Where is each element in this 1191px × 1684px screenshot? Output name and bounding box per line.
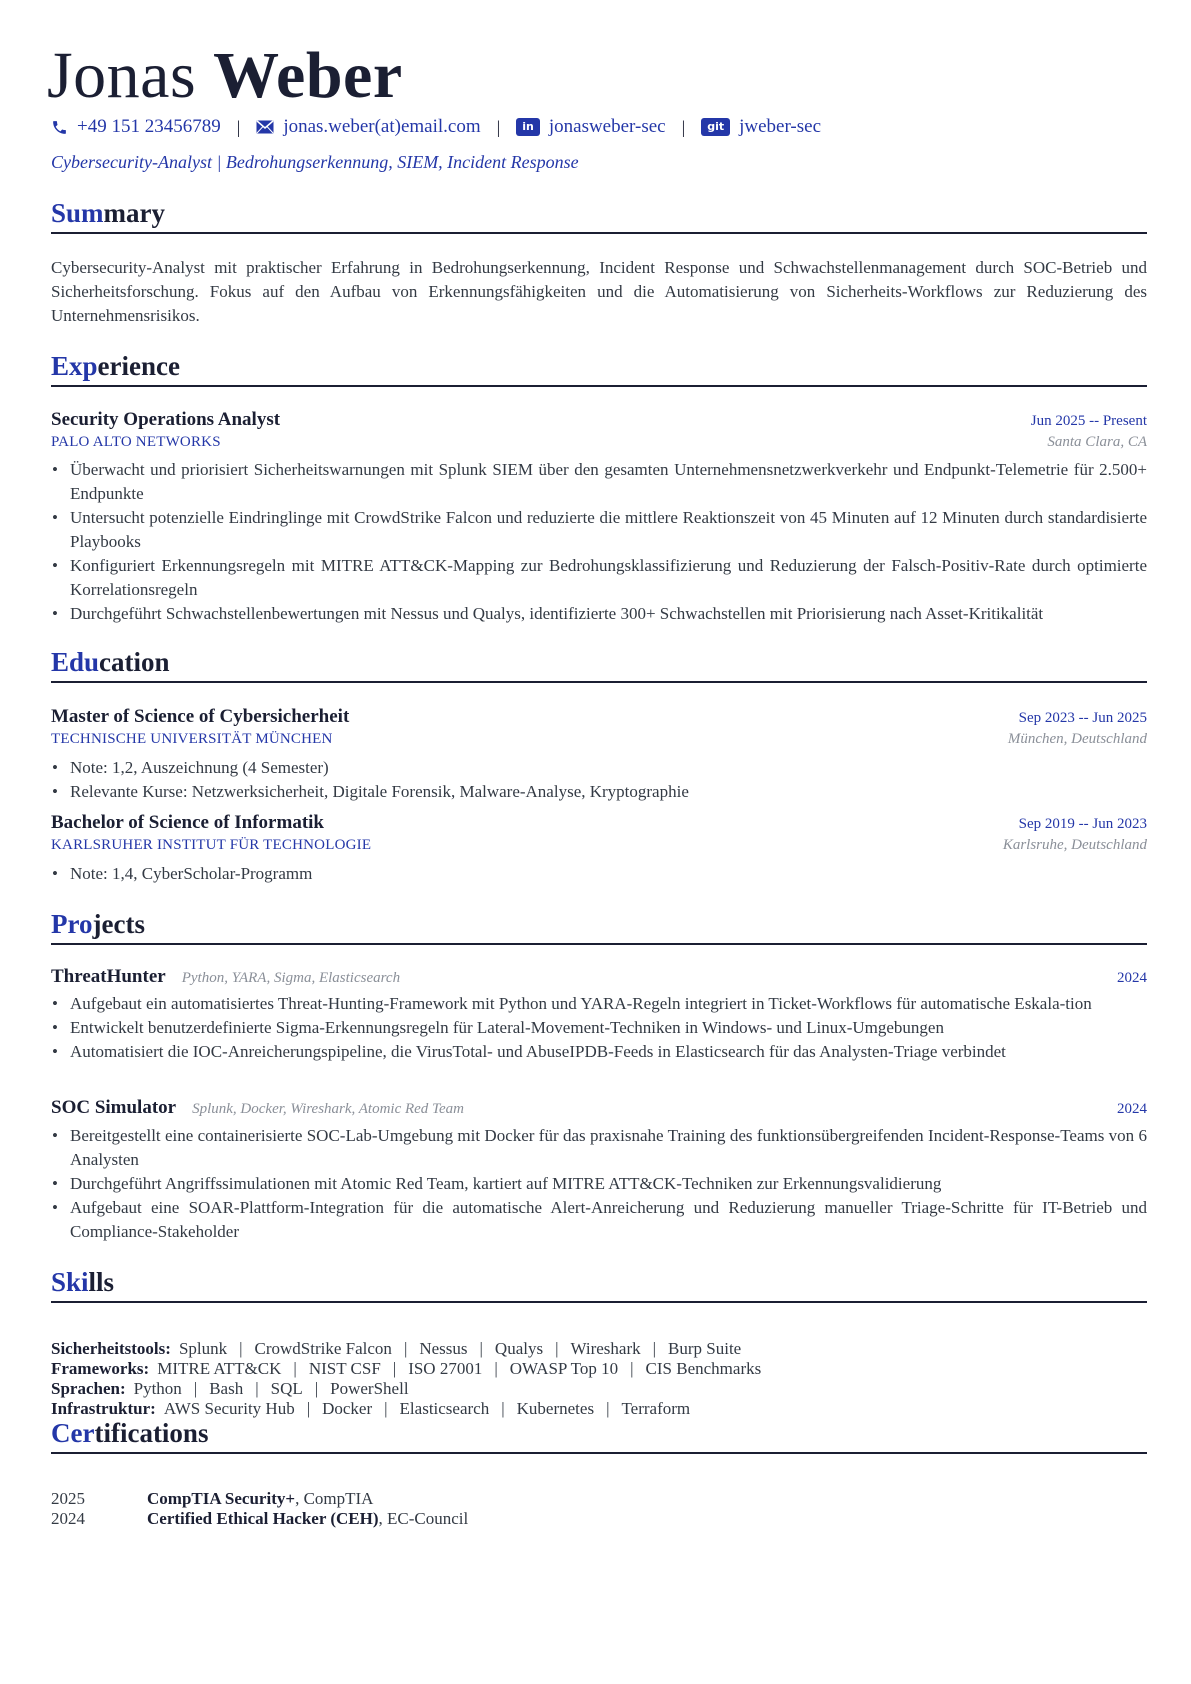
- cert-year: 2025: [51, 1489, 85, 1508]
- company-name: PALO ALTO NETWORKS: [51, 434, 221, 450]
- cert-row: [51, 1489, 1147, 1509]
- skill-item: Wireshark: [570, 1339, 641, 1358]
- project-title: ThreatHunter Python, YARA, Sigma, Elasticsearch: [51, 966, 401, 987]
- project-date: 2024: [1117, 970, 1147, 986]
- skill-item: CrowdStrike Falcon: [254, 1339, 392, 1358]
- experience-header: [51, 409, 1147, 431]
- skill-separator: |: [630, 1359, 634, 1378]
- section-heading-education: Education: [51, 645, 1147, 683]
- degree-date: Sep 2019 -- Jun 2023: [1018, 816, 1147, 832]
- tagline: Cybersecurity-Analyst | Bedrohungserkennung, SIEM, Incident Response: [51, 152, 579, 172]
- degree-title: Master of Science of Cybersicherheit: [51, 706, 350, 727]
- education-bullets: [51, 862, 1147, 886]
- list-item: • Aufgebaut ein automatisiertes Threat-Hunting-Framework mit Python und YARA-Regeln integriert in Ticket-Workflows für automatische Eskala-tion: [51, 992, 1147, 1016]
- project-bullets: [51, 992, 1147, 1064]
- list-item: • Durchgeführt Schwachstellenbewertungen mit Nessus und Qualys, identifizierte 300+ Schwachstellen mit Priorisierung nach Asset-Kritikalität: [51, 602, 1147, 626]
- skill-separator: |: [403, 1339, 408, 1358]
- experience-bullets: [51, 458, 1147, 626]
- skill-item: NIST CSF: [308, 1359, 381, 1378]
- envelope-icon: [256, 120, 274, 134]
- skill-item: Python: [133, 1379, 182, 1398]
- school-location: Karlsruhe, Deutschland: [1002, 837, 1147, 853]
- cert-issuer: , CompTIA: [295, 1489, 374, 1508]
- skill-item: Elasticsearch: [399, 1399, 490, 1418]
- list-item: • Überwacht und priorisiert Sicherheitswarnungen mit Splunk SIEM über den gesamten Unternehmensnetzwerkverkehr und Endpunkt-Telemetrie für 2.500+ Endpunkte: [51, 458, 1147, 506]
- education-bullets: [51, 756, 1147, 804]
- cert-name: CompTIA Security+: [147, 1489, 296, 1508]
- candidate-name: [47, 36, 403, 116]
- list-item: • Durchgeführt Angriffssimulationen mit Atomic Red Team, kartiert auf MITRE ATT&CK-Techniken zur Erkennungsvalidierung: [51, 1172, 1147, 1196]
- skill-separator: |: [392, 1359, 397, 1378]
- skill-row: [51, 1339, 1147, 1359]
- skill-item: CIS Benchmarks: [645, 1359, 762, 1378]
- education-subheader: [51, 837, 1147, 854]
- project-bullets: [51, 1124, 1147, 1244]
- email-link[interactable]: [256, 116, 480, 138]
- cert-year: 2024: [51, 1509, 85, 1528]
- skills-list: [51, 1339, 1147, 1419]
- section-heading-experience: Experience: [51, 349, 1147, 387]
- skill-separator: |: [314, 1379, 319, 1398]
- list-item: • Untersucht potenzielle Eindringlinge mit CrowdStrike Falcon und reduzierte die mittlere Reaktionszeit von 45 Minuten auf 12 Minuten durch standardisierte Playbooks: [51, 506, 1147, 554]
- cert-entry: [147, 1489, 373, 1509]
- skill-separator: |: [606, 1399, 610, 1418]
- skill-item: AWS Security Hub: [163, 1399, 295, 1418]
- project-header: [51, 966, 1147, 988]
- list-item: • Konfiguriert Erkennungsregeln mit MITRE ATT&CK-Mapping zur Bedrohungsklassifizierung und Reduzierung der Falsch-Positiv-Rate durch optimierte Korrelationsregeln: [51, 554, 1147, 602]
- skill-separator: |: [255, 1379, 259, 1398]
- skill-separator: |: [555, 1339, 559, 1358]
- phone-icon: [51, 119, 68, 136]
- skill-separator: |: [384, 1399, 388, 1418]
- skill-row: [51, 1379, 1147, 1399]
- skill-separator: |: [306, 1399, 311, 1418]
- job-location: Santa Clara, CA: [1047, 434, 1147, 450]
- skill-item: Kubernetes: [516, 1399, 595, 1418]
- list-item: • Entwickelt benutzerdefinierte Sigma-Erkennungsregeln für Lateral-Movement-Techniken in Windows- und Linux-Umgebungen: [51, 1016, 1147, 1040]
- project-tech: Python, YARA, Sigma, Elasticsearch: [181, 970, 401, 986]
- skill-item: Bash: [209, 1379, 244, 1398]
- skill-separator: |: [293, 1359, 297, 1378]
- contact-separator: |: [496, 116, 501, 137]
- job-date: Jun 2025 -- Present: [1030, 413, 1147, 429]
- list-item: • Bereitgestellt eine containerisierte SOC-Lab-Umgebung mit Docker für das praxisnahe Training des funktionsübergreifenden Incident-Response-Teams von 6 Analysten: [51, 1124, 1147, 1172]
- experience-subheader: [51, 434, 1147, 451]
- cert-issuer: , EC-Council: [378, 1509, 469, 1528]
- section-heading-projects: Projects: [51, 907, 1147, 945]
- skill-item: MITRE ATT&CK: [157, 1359, 282, 1378]
- cert-entry: [147, 1509, 468, 1529]
- skill-category-label: Sicherheitstools:: [51, 1339, 171, 1358]
- github-link[interactable]: [701, 116, 821, 138]
- certifications-list: [51, 1489, 1147, 1529]
- school-name: TECHNISCHE UNIVERSITÄT MÜNCHEN: [51, 731, 333, 747]
- skill-category-label: Frameworks:: [51, 1359, 150, 1378]
- contact-separator: |: [236, 116, 241, 137]
- section-heading-skills: Skills: [51, 1265, 1147, 1303]
- skill-separator: |: [479, 1339, 483, 1358]
- project-title: SOC Simulator Splunk, Docker, Wireshark, Atomic Red Team: [51, 1097, 465, 1118]
- email-address: jonas.weber(at)email.com: [283, 116, 481, 137]
- degree-title: Bachelor of Science of Informatik: [51, 812, 324, 833]
- degree-date: Sep 2023 -- Jun 2025: [1018, 710, 1147, 726]
- skill-separator: |: [652, 1339, 657, 1358]
- github-icon: git: [701, 118, 730, 136]
- skill-separator: |: [501, 1399, 505, 1418]
- job-title: Security Operations Analyst: [51, 409, 281, 430]
- education-subheader: [51, 731, 1147, 748]
- section-heading-summary: Summary: [51, 196, 1147, 234]
- github-handle: jweber-sec: [739, 116, 822, 137]
- skill-category-label: Infrastruktur:: [51, 1399, 156, 1418]
- skill-item: OWASP Top 10: [509, 1359, 619, 1378]
- phone-link[interactable]: [51, 116, 221, 138]
- skill-item: Terraform: [621, 1399, 691, 1418]
- contact-bar: [51, 114, 821, 140]
- first-name: Jonas: [47, 39, 197, 112]
- school-name: KARLSRUHER INSTITUT FÜR TECHNOLOGIE: [51, 837, 372, 853]
- linkedin-icon: in: [516, 118, 540, 136]
- skill-item: PowerShell: [330, 1379, 409, 1398]
- list-item: • Note: 1,2, Auszeichnung (4 Semester): [51, 756, 1147, 780]
- skill-separator: |: [494, 1359, 498, 1378]
- summary-text: Cybersecurity-Analyst mit praktischer Erfahrung in Bedrohungserkennung, Incident Response und Schwachstellenmanagement durch SOC-Betrieb und Sicherheitsforschung. Fokus auf den Aufbau von Erkennungsfähigkeiten und die Automatisierung von Sicherheits-Workflows zur Reduzierung des Unternehmensrisikos.: [51, 258, 1147, 325]
- skill-item: Docker: [322, 1399, 373, 1418]
- skill-category-label: Sprachen:: [51, 1379, 126, 1398]
- cert-row: [51, 1509, 1147, 1529]
- list-item: • Relevante Kurse: Netzwerksicherheit, Digitale Forensik, Malware-Analyse, Kryptographie: [51, 780, 1147, 804]
- skill-item: Qualys: [494, 1339, 544, 1358]
- project-tech: Splunk, Docker, Wireshark, Atomic Red Team: [192, 1101, 465, 1117]
- skill-separator: |: [239, 1339, 243, 1358]
- cert-name: Certified Ethical Hacker (CEH): [147, 1509, 379, 1528]
- project-header: [51, 1097, 1147, 1119]
- education-header: [51, 706, 1147, 728]
- contact-separator: |: [681, 116, 686, 137]
- project-date: 2024: [1117, 1101, 1147, 1117]
- skill-item: SQL: [270, 1379, 303, 1398]
- list-item: • Automatisiert die IOC-Anreicherungspipeline, die VirusTotal- und AbuseIPDB-Feeds in Elasticsearch für das Analysten-Triage verbindet: [51, 1040, 1147, 1064]
- skill-separator: |: [193, 1379, 198, 1398]
- skill-item: Splunk: [178, 1339, 228, 1358]
- section-heading-certifications: Certifications: [51, 1416, 1147, 1454]
- skill-row: [51, 1359, 1147, 1379]
- skill-item: Nessus: [419, 1339, 468, 1358]
- skill-item: Burp Suite: [668, 1339, 742, 1358]
- list-item: • Aufgebaut eine SOAR-Plattform-Integration für die automatische Alert-Anreicherung und Reduzierung manueller Triage-Schritte für IT-Betrieb und Compliance-Stakeholder: [51, 1196, 1147, 1244]
- last-name: Weber: [213, 39, 403, 112]
- list-item: • Note: 1,4, CyberScholar-Programm: [51, 862, 1147, 886]
- skill-item: ISO 27001: [408, 1359, 483, 1378]
- linkedin-handle: jonasweber-sec: [548, 116, 666, 137]
- school-location: München, Deutschland: [1007, 731, 1147, 747]
- education-header: [51, 812, 1147, 834]
- linkedin-link[interactable]: [516, 116, 665, 138]
- phone-number: +49 151 23456789: [77, 116, 221, 137]
